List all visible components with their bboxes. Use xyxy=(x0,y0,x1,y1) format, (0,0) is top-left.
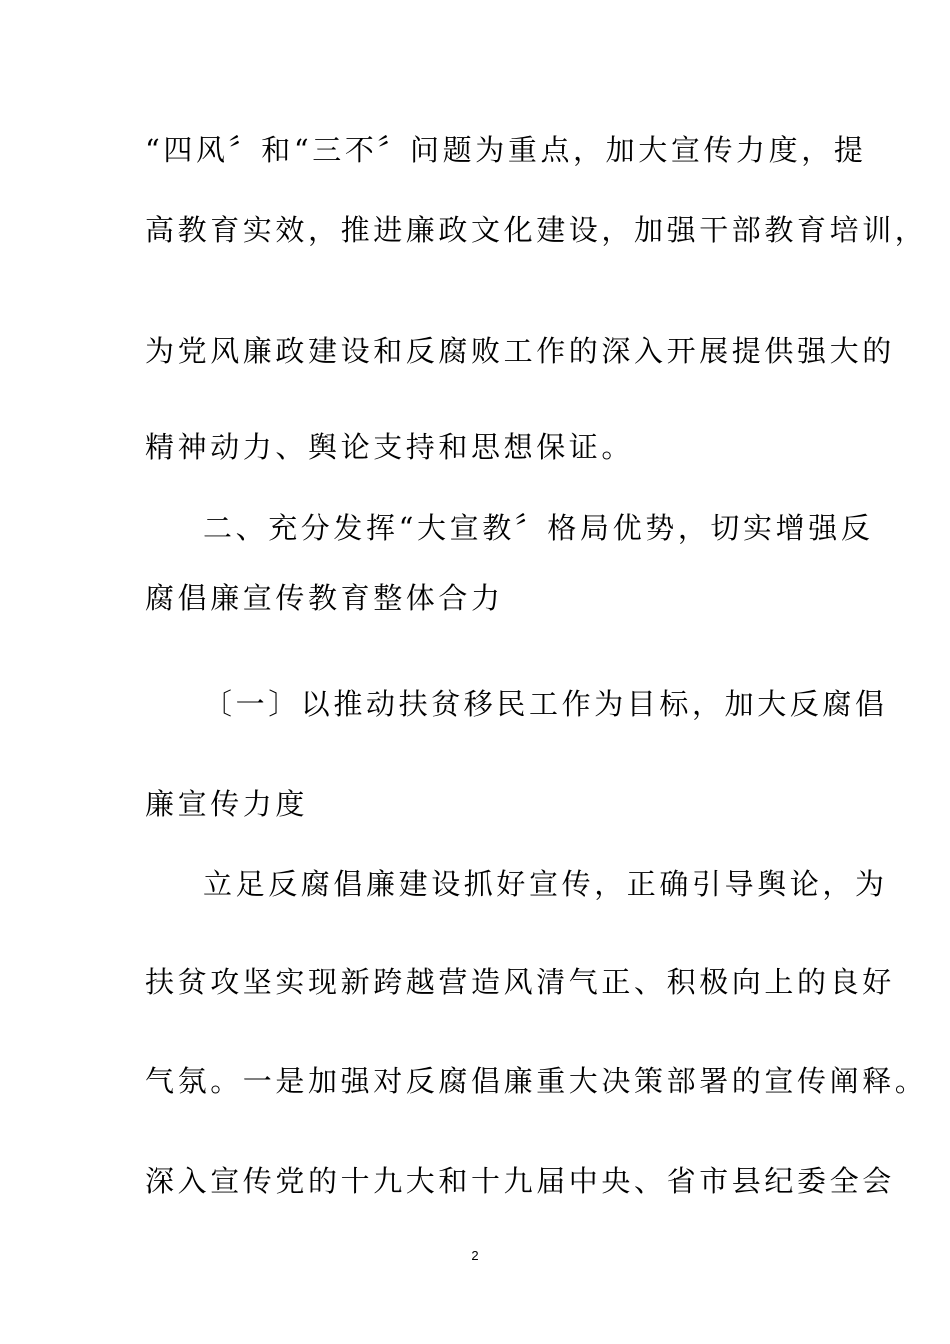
body-text-line: 精神动力、舆论支持和思想保证。 xyxy=(145,430,635,464)
section-heading-line: 二、充分发挥“大宣教〞格局优势，切实增强反 xyxy=(203,511,874,545)
body-text-line: 为党风廉政建设和反腐败工作的深入开展提供强大的 xyxy=(145,334,895,368)
body-text-line: 深入宣传党的十九大和十九届中央、省市县纪委全会 xyxy=(145,1164,895,1198)
body-text-line: 扶贫攻坚实现新跨越营造风清气正、积极向上的良好 xyxy=(145,965,895,999)
section-heading-line: 腐倡廉宣传教育整体合力 xyxy=(145,581,504,615)
body-text-line: 立足反腐倡廉建设抓好宣传，正确引导舆论，为 xyxy=(203,867,888,901)
body-text-line: 高教育实效，推进廉政文化建设，加强干部教育培训， xyxy=(145,213,928,247)
page-number: 2 xyxy=(471,1248,479,1263)
subsection-heading-line: 廉宣传力度 xyxy=(145,787,309,821)
subsection-heading-line: 〔一〕以推动扶贫移民工作为目标，加大反腐倡 xyxy=(203,687,888,721)
body-text-line: 气氛。一是加强对反腐倡廉重大决策部署的宣传阐释。 xyxy=(145,1064,928,1098)
body-text-line: “四风〞和“三不〞问题为重点，加大宣传力度，提 xyxy=(145,133,867,167)
